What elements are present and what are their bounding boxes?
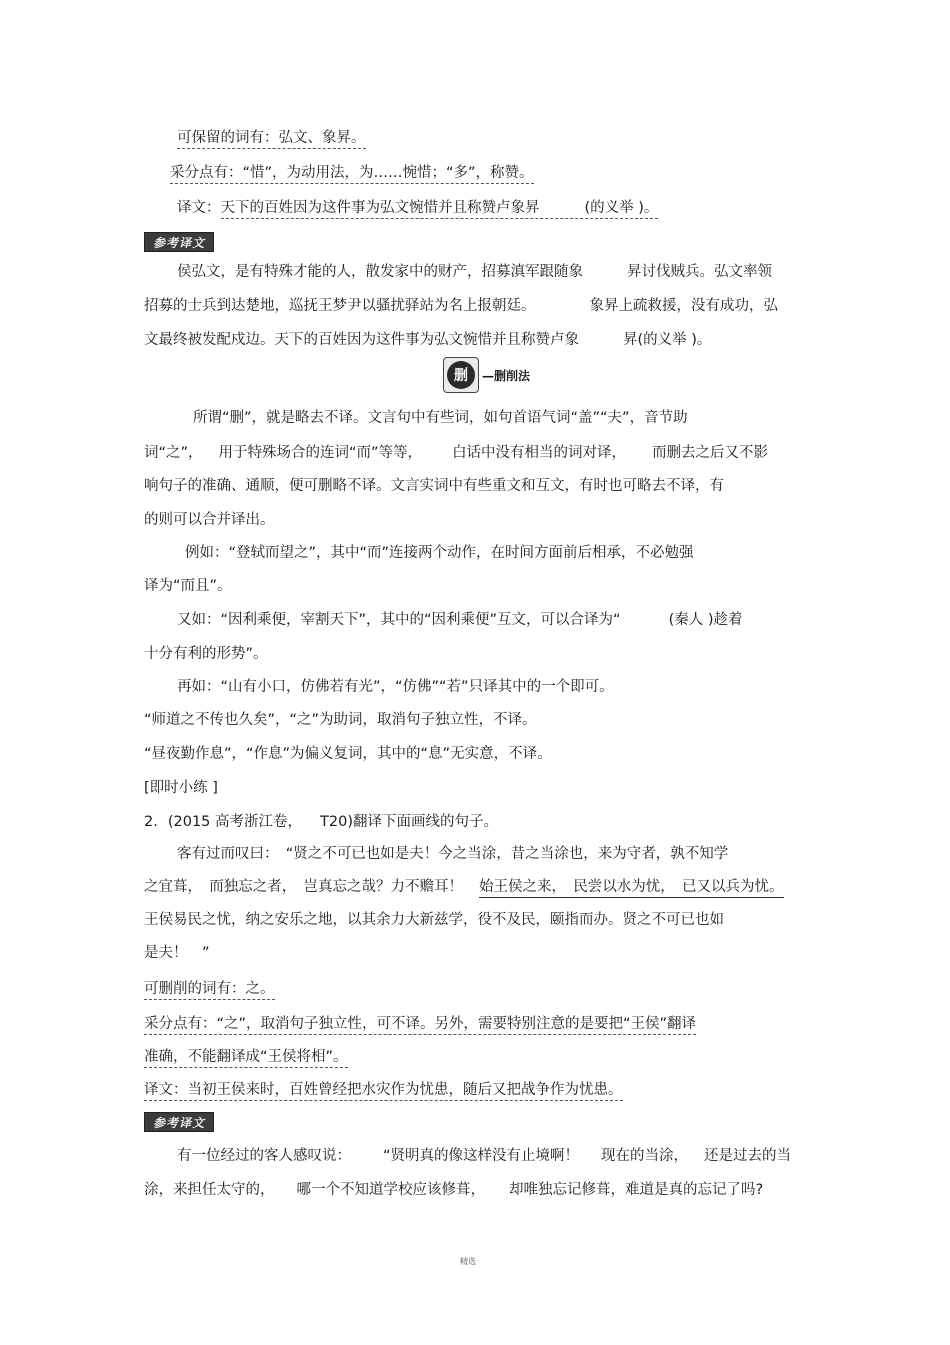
ref2-line1b: “贤明真的像这样没有止境啊！ [383,1148,580,1164]
keep-words-text: 可保留的词有：弘文、象昇。 [177,130,366,149]
translation-text [221,200,659,219]
translation-body: 天下的百姓因为这件事为弘文惋惜并且称赞卢象昇 [220,200,540,216]
passage-line1: 客有过而叹曰： “贤之不可已也如是夫！今之当涂，昔之当涂也，来为守者，孰不知学 [177,846,729,862]
example5-line: “昼夜勤作息”，“作息”为偏义复词，其中的“息”无实意，不译。 [144,746,552,762]
explain-p1-line2c: 白话中没有相当的词对译， [452,445,627,461]
practice-heading: [即时小练 ] [144,780,218,796]
score-text2: 准确，不能翻译成“王侯将相”。 [144,1049,348,1068]
practice-translation-text: 译文：当初王侯来时，百姓曾经把水灾作为忧患，随后又把战争作为忧患。 [144,1082,623,1101]
scoring-points-text: 采分点有：“惜”，为动用法，为……惋惜；“多”，称赞。 [170,165,534,184]
ref2-line2c: 却唯独忘记修葺，难道是真的忘记了吗? [509,1182,764,1198]
explain-p1-line4: 的则可以合并译出。 [144,512,275,528]
ref1-line1 [177,262,772,282]
ref1-line2a: 招募的士兵到达楚地，巡抚王梦尹以骚扰驿站为名上报朝廷。 [144,298,536,314]
score-line2 [144,1047,348,1067]
practice-translation-line [144,1080,623,1100]
explain-p1-line3: 响句子的准确、通顺，便可删略不译。文言实词中有些重文和互文，有时也可略去不译，有 [144,478,724,494]
explain-p1-line2d: 而删去之后又不影 [652,445,769,461]
reference-translation-stamp [144,232,214,252]
ref1-line3b: 昇(的义举 )。 [623,332,712,348]
delete-words-text: 可删削的词有：之。 [144,981,275,1000]
page-footer: 精选 [460,1257,476,1266]
explain-p1-line2a: 词“之”， [144,445,203,461]
passage-line2a: 之宜葺， 而独忘之者， 岂真忘之哉？力不赡耳！ [144,879,463,895]
stamp-label-2: 参考译文 [152,1115,205,1130]
ref1-line2 [144,296,778,316]
explain-p1-line1: 所谓“删”，就是略去不译。文言句中有些词，如句首语气词“盖”“夫”，音节助 [193,410,688,426]
question-instruction: T20)翻译下面画线的句子。 [320,814,498,830]
ref1-line1b: 昇讨伐贼兵。弘文率领 [627,264,772,280]
example1-line2: 译为“而且”。 [144,578,232,594]
ref1-line1a: 侯弘文，是有特殊才能的人，散发家中的财产，招募滇军跟随象 [177,264,583,280]
ref1-line2b: 象昇上疏救援，没有成功，弘 [589,298,778,314]
delete-method-icon: 删 [447,361,475,389]
translation-tail: (的义举 )。 [584,200,659,216]
keep-words-line [177,128,366,148]
translation-line [177,198,658,218]
example2-line1a: 又如：“因利乘便，宰割天下”，其中的“因利乘便”互文，可以合译为“ [177,612,621,628]
method-icon-box [443,357,479,393]
explain-p1-line2b: 用于特殊场合的连词“而”等等， [218,445,423,461]
method-label: —删削法 [482,368,531,383]
example2-line2: 十分有利的形势”。 [144,646,268,662]
passage-line4: 是夫！ ” [144,945,210,961]
score-line1 [144,1014,696,1034]
explain-p1-line2 [144,443,768,463]
ref2-line1a: 有一位经过的客人感叹说： [177,1148,351,1164]
ref1-line3a: 文最终被发配戍边。天下的百姓因为这件事为弘文惋惜并且称赞卢象 [144,332,579,348]
ref2-line2b: 哪一个不知道学校应该修葺， [296,1182,485,1198]
question-number: 2. [144,814,158,830]
reference-translation-stamp-2 [144,1112,214,1132]
passage-line3: 王侯易民之忧，纳之安乐之地，以其余力大新兹学，役不及民，颐指而办。贤之不可已也如 [144,912,724,928]
example2-line1 [177,610,743,630]
example1-line1: 例如：“登轼而望之”，其中“而”连接两个动作，在时间方面前后相承，不必勉强 [185,545,694,561]
ref2-line2a: 涂，来担任太守的， [144,1182,275,1198]
question-line [144,812,498,832]
delete-words-line [144,979,275,999]
example3-line: 再如：“山有小口，仿佛若有光”，“仿佛”“若”只译其中的一个即可。 [177,679,614,695]
score-text1: 采分点有：“之”，取消句子独立性，可不译。另外，需要特别注意的是要把“王侯”翻译 [144,1016,696,1035]
passage-line2 [144,877,784,897]
example2-line1b: (秦人 )趁着 [668,612,743,628]
stamp-label: 参考译文 [152,235,205,250]
ref2-line1 [177,1146,791,1166]
ref2-line1d: 还是过去的当 [704,1148,792,1164]
deletion-method-badge [443,352,536,398]
ref2-line1c: 现在的当涂， [601,1148,689,1164]
translation-prefix: 译文： [177,200,221,216]
question-source: (2015 高考浙江卷， [167,814,303,830]
scoring-points-line [170,163,534,183]
example4-line: “师道之不传也久矣”，“之”为助词，取消句子独立性，不译。 [144,712,537,728]
ref2-line2 [144,1180,763,1200]
passage-underlined-sentence: 始王侯之来， 民尝以水为忧， 已又以兵为忧。 [479,879,784,898]
ref1-line3 [144,330,711,350]
